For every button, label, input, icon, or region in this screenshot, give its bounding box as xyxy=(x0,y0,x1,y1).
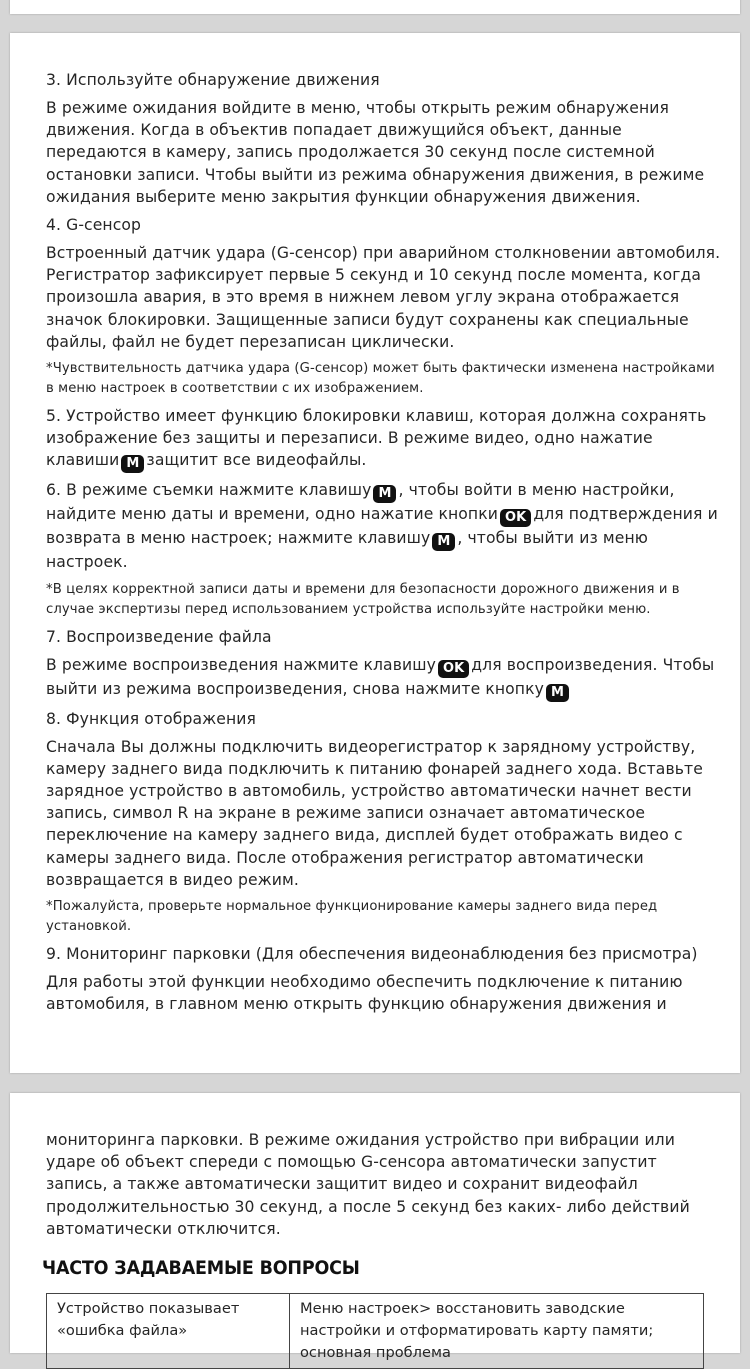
section-8-text: Сначала Вы должны подключить видеорегистратор к зарядному устройству, камеру заднего вида подключить к питанию фонарей заднего хода. Вставьте зарядное устройство в автомобиль, устройство автоматически начнет вести запись, символ R на экране в режиме записи означает автоматическое переключение на камеру заднего вида, дисплей будет отображать видео с камеры заднего вида. После отображения регистратор автоматически возвращается в видео режим. xyxy=(46,737,703,889)
faq-answer-cell: Меню настроек> восстановить заводские настройки и отформатировать карту памяти; основная проблема xyxy=(290,1294,704,1369)
manual-page-2 xyxy=(10,1093,740,1361)
m-key-icon: M xyxy=(121,455,144,473)
section-4-note: *Чувствительность датчика удара (G-сенсор) может быть фактически изменена настройками в меню настроек в соответствии с их изображением. xyxy=(46,361,715,397)
page-1-content xyxy=(46,69,722,1021)
page-2-content xyxy=(46,1129,722,1246)
section-9-text: Для работы этой функции необходимо обеспечить подключение к питанию автомобиля, в главном меню открыть функцию обнаружения движения и xyxy=(46,973,683,1014)
section-6-text-part-d: , чтобы выйти из меню настроек. xyxy=(46,529,648,572)
m-key-icon: M xyxy=(373,485,396,503)
section-7-heading: 7. Воспроизведение файла xyxy=(46,627,272,646)
section-9-continued-text: мониторинга парковки. В режиме ожидания устройство при вибрации или ударе об объект спереди с помощью G-сенсора автоматически запустит запись, а также автоматически защитит видео и сохранит видеофайл продолжительностью 30 секунд, а после 5 секунд без каких- либо действий автоматически отключится. xyxy=(46,1131,690,1238)
section-4-text: Встроенный датчик удара (G-сенсор) при аварийном столкновении автомобиля. Регистратор зафиксирует первые 5 секунд и 10 секунд после момента, когда произошла авария, в это время в нижнем левом углу экрана отображается значок блокировки. Защищенные записи будут сохранены как специальные файлы, файл не будет перезаписан циклически. xyxy=(46,244,721,351)
faq-table xyxy=(46,1293,704,1369)
section-7-text-part-a: В режиме воспроизведения нажмите клавишу xyxy=(46,655,436,674)
section-8-heading: 8. Функция отображения xyxy=(46,709,256,728)
section-7-text-part-b: для воспроизведения. Чтобы выйти из режима воспроизведения, снова нажмите кнопку xyxy=(46,655,715,698)
section-5-text-part-a: 5. Устройство имеет функцию блокировки клавиш, которая должна сохранять изображение без защиты и перезаписи. В режиме видео, одно нажатие клавиши xyxy=(46,407,707,470)
table-row xyxy=(47,1294,704,1369)
ok-key-icon: OK xyxy=(500,509,531,527)
section-6-text-part-a: 6. В режиме съемки нажмите клавишу xyxy=(46,481,372,500)
section-3-text: В режиме ожидания войдите в меню, чтобы открыть режим обнаружения движения. Когда в объектив попадает движущийся объект, данные передаются в камеру, запись продолжается 30 секунд после системной остановки записи. Чтобы выйти из режима обнаружения движения, в режиме ожидания выберите меню закрытия функции обнаружения движения. xyxy=(46,99,705,206)
section-9-heading: 9. Мониторинг парковки (Для обеспечения видеонаблюдения без присмотра) xyxy=(46,945,698,964)
section-6-text-part-b: , чтобы войти в меню настройки, найдите меню даты и времени, одно нажатие кнопки xyxy=(46,481,675,524)
faq-question-cell: Устройство показывает «ошибка файла» xyxy=(47,1294,290,1369)
faq-title: ЧАСТО ЗАДАВАЕМЫЕ ВОПРОСЫ xyxy=(42,1257,360,1279)
previous-page-edge xyxy=(10,0,740,14)
section-6-note: *В целях корректной записи даты и времени для безопасности дорожного движения и в случае экспертизы перед использованием устройства используйте настройки меню. xyxy=(46,581,680,617)
manual-page-1 xyxy=(10,33,740,1073)
m-key-icon: M xyxy=(546,684,569,702)
section-4-heading: 4. G-сенсор xyxy=(46,216,142,235)
m-key-icon: M xyxy=(432,533,455,551)
section-8-note: *Пожалуйста, проверьте нормальное функционирование камеры заднего вида перед установкой. xyxy=(46,899,658,935)
section-6-text xyxy=(46,479,722,573)
section-3-heading: 3. Используйте обнаружение движения xyxy=(46,71,380,89)
section-6-text-part-c: для подтверждения и возврата в меню настроек; нажмите клавишу xyxy=(46,505,718,548)
section-5-text xyxy=(46,405,722,473)
ok-key-icon: OK xyxy=(438,660,469,678)
section-5-text-part-b: защитит все видеофайлы. xyxy=(146,451,367,470)
section-7-text xyxy=(46,654,722,702)
